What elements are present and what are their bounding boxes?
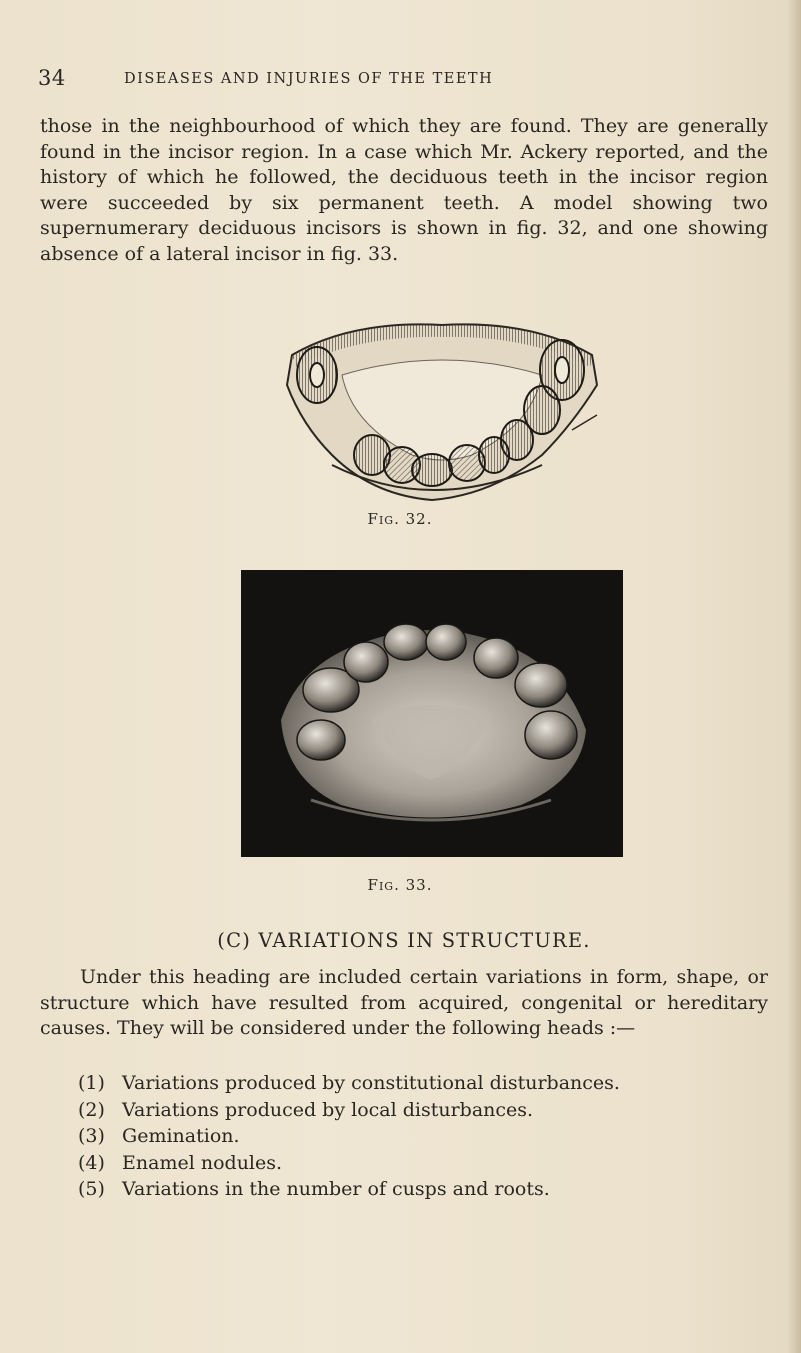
page-edge-shadow xyxy=(787,0,801,1353)
page-header xyxy=(38,66,758,96)
list-item-number: (2) xyxy=(78,1098,105,1121)
figure-32-caption xyxy=(300,510,500,528)
list-item-text: Variations in the number of cusps and roots. xyxy=(122,1178,550,1200)
intro-paragraph: those in the neighbourhood of which they are found. They are generally found in the incisor region. In a case which Mr. Ackery reported, and the history of which he followed, the deciduous teeth in the incisor region were succeeded by six permanent teeth. A model showing two supernumerary deciduous incisors is shown in fig. 32, and one showing absence of a lateral incisor in fig. 33. xyxy=(40,115,768,265)
page-number: 34 xyxy=(38,66,66,90)
figure-33-caption xyxy=(300,876,500,894)
list-item-number: (1) xyxy=(78,1072,105,1094)
list-item-text: Gemination. xyxy=(122,1125,240,1147)
list-item xyxy=(38,1176,738,1203)
list-item xyxy=(38,1123,738,1150)
list-item-number: (4) xyxy=(78,1151,105,1174)
list-item xyxy=(38,1150,738,1177)
list-item xyxy=(38,1070,738,1097)
section-heading: (C) VARIATIONS IN STRUCTURE. xyxy=(217,929,591,952)
list-item xyxy=(38,1097,738,1124)
figure-33-photograph xyxy=(241,570,623,857)
figure-32-illustration xyxy=(272,315,602,510)
figure-33-caption-text: Fig. 33. xyxy=(367,876,433,894)
running-title: DISEASES AND INJURIES OF THE TEETH xyxy=(124,71,494,87)
list-item-number: (3) xyxy=(78,1125,105,1147)
section-paragraph: Under this heading are included certain variations in form, shape, or structure which have resulted from acquired, congenital or hereditary causes. They will be considered under the following heads :— xyxy=(40,966,768,1039)
variations-list xyxy=(38,1070,738,1203)
list-item-number: (5) xyxy=(78,1178,105,1200)
list-item-text: Variations produced by constitutional disturbances. xyxy=(122,1072,620,1094)
list-item-text: Enamel nodules. xyxy=(122,1151,283,1174)
figure-32-caption-text: Fig. 32. xyxy=(367,510,433,528)
list-item-text: Variations produced by local disturbances. xyxy=(122,1098,534,1121)
